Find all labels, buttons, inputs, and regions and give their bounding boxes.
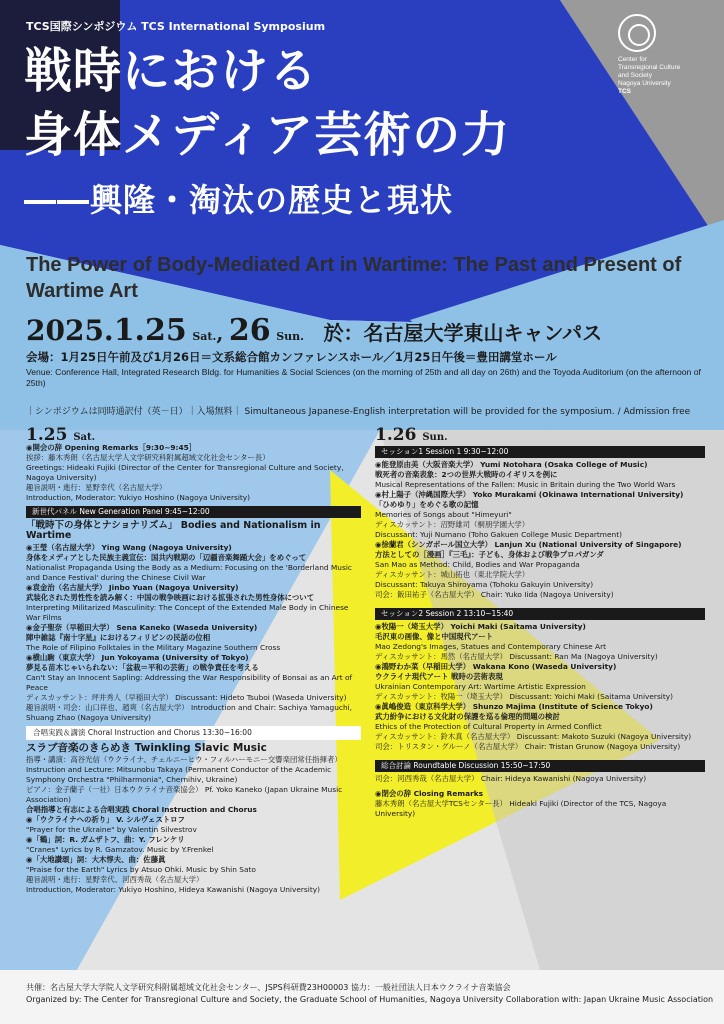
list-item: ◉金子聖奈（早稲田大学） Sena Kaneko (Waseda University)	[26, 623, 258, 632]
list-item: ディスカッサント：城山拓也（東北学院大学）	[375, 570, 530, 579]
list-item: ディスカッサント：牧陽一（埼玉大学） Discussant: Yoichi Maki (Saitama University)	[375, 692, 674, 701]
choral-title: スラブ音楽のきらめき Twinkling Slavic Music	[26, 742, 267, 754]
list-item: 「ひめゆり」をめぐる歌の記憶	[375, 500, 479, 509]
list-item: ディスカッサント：鈴木真（名古屋大学） Discussant: Makoto Suzuki (Nagoya University)	[375, 732, 692, 741]
interpretation-note: ｜シンポジウムは同時通訳付（英－日）｜入場無料｜ Simultaneous Japanese-English interpretation will be provided for the symposium. / Admission free	[26, 407, 691, 417]
list-item: Introduction, Moderator: Yukiyo Hoshino, Hideya Kawanishi (Nagoya University)	[26, 885, 320, 894]
list-item: Can't Stay an Innocent Sapling: Addressing the War Responsibility of Bonsai as an Art of Peace	[26, 673, 353, 692]
panel-title: 「戦時下の身体とナショナリズム」 Bodies and Nationalism in Wartime	[26, 520, 321, 541]
list-item: ピアノ：金子蘭子（一社）日本ウクライナ音楽協会） Pf. Yoko Kaneko (Japan Ukraine Music Association)	[26, 785, 343, 804]
list-item: The Role of Filipino Folktales in the Military Magazine Southern Cross	[26, 643, 281, 652]
title-line-2: 身体メディア芸術の力	[24, 107, 511, 163]
list-item: 司会：トリスタン・グルーノ（名古屋大学） Chair: Tristan Grunow (Nagoya University)	[375, 742, 681, 751]
list-item: 合唱指導と有志による合唱実践 Choral Instruction and Chorus	[26, 805, 257, 814]
list-item: Ethics of the Protection of Cultural Property in Armed Conflict	[375, 722, 602, 731]
list-item: ◉王瑩（名古屋大学） Ying Wang (Nagoya University)	[26, 543, 232, 552]
list-item: ◉「大地讃頌」詞：大木惇夫、曲：佐藤眞	[26, 855, 166, 864]
tcs-logo	[618, 14, 710, 96]
list-item: 陣中雑誌『南十字星』におけるフィリピンの民話の位相	[26, 633, 211, 642]
footer-jp: 共催：名古屋大学大学院人文学研究科附属超域文化社会センター、JSPS科研費23H00003 協力：一般社団法人日本ウクライナ音楽協会	[26, 983, 511, 992]
list-item: Memories of Songs about "Himeyuri"	[375, 510, 512, 519]
date-comma: ,	[216, 321, 224, 345]
title-line-1: 戦時における	[24, 43, 319, 99]
list-item: ディスカッサント：坪井秀人（早稲田大学） Discussant: Hideto Tsuboi (Waseda University)	[26, 693, 347, 702]
list-item: "Cranes" Lyrics by R. Gamzatov. Music by Y.Frenkel	[26, 845, 214, 854]
logo-line: TCS	[618, 88, 631, 95]
day-heading-right	[375, 425, 705, 445]
list-item: ◉「ウクライナへの祈り」 V. シルヴェストロフ	[26, 815, 185, 824]
list-item: Mao Zedong's Images, Statues and Contemporary Chinese Art	[375, 642, 607, 651]
list-item: ◉横山駒（東京大学） Jun Yokoyama (University of Tokyo)	[26, 653, 249, 662]
logo-line: and Society	[618, 72, 652, 79]
date-sat: Sat.	[192, 330, 217, 343]
list-item: ウクライナ現代アート 戦時の芸術表現	[375, 672, 503, 681]
list-item: 趣旨説明・司会：山口祥也、趙爽（名古屋大学） Introduction and Chair: Sachiya Yamaguchi, Shuang Zhao (Nagoya University)	[26, 703, 353, 722]
day-date: 1.26	[375, 425, 417, 445]
list-item: 挨拶：藤木秀朗（名古屋大学人文学研究科附属超域文化社会センター長）	[26, 453, 270, 462]
list-item: Nationalist Propaganda Using the Body as a Medium: Focusing on the 'Borderland Music and Dance Festival' during the Chinese Civil War	[26, 563, 352, 582]
choral-bar: 合唱実践＆講演 Choral Instruction and Chorus 13:30~16:00	[26, 726, 361, 740]
list-item: ◉閉会の辞 Closing Remarks	[375, 789, 484, 798]
logo-line: Transregional Culture	[618, 64, 681, 71]
list-item: 方法としての［漫画］『三毛』：子ども、身体および戦争プロパガンダ	[375, 550, 604, 559]
list-item: ディスカッサント：沼野雄司（桐朋学園大学）	[375, 520, 530, 529]
list-item: 司会：河西秀哉（名古屋大学） Chair: Hideya Kawanishi (Nagoya University)	[375, 774, 647, 783]
list-item: ◉徐蘭君（シンガポール国立大学） Lanjun Xu (National University of Singapore)	[375, 540, 682, 549]
logo-line: Center for	[618, 56, 647, 63]
list-item: 藤木秀朗（名古屋大学TCSセンター長） Hideaki Fujiki (Director of the TCS, Nagoya University)	[375, 799, 667, 818]
list-item: ディスカッサント：馬然（名古屋大学） Discussant: Ran Ma (Nagoya University)	[375, 652, 658, 661]
list-item: Instruction and Lecture: Mitsunobu Takaya (Permanent Conductor of the Academic Symphony Orchestra "Philharmonia", Chernihiv, Ukraine)	[26, 765, 332, 784]
left-column	[26, 425, 361, 895]
list-item: 指導・講演：高谷光信（ウクライナ、チェルニーヒウ・フィルハーモニー交響楽団常任指揮者）	[26, 755, 342, 764]
list-item: Musical Representations of the Fallen: Music in Britain during the Two World Wars	[375, 480, 676, 489]
venue	[26, 350, 706, 389]
day-date: 1.25	[26, 425, 68, 445]
date-place: 於：名古屋大学東山キャンパス	[323, 321, 603, 345]
session1-bar: セッション1 Session 1 9:30~12:00	[375, 446, 705, 458]
kicker: TCS国際シンポジウム TCS International Symposium	[26, 20, 326, 33]
list-item: ◉能登原由美（大阪音楽大学） Yumi Notohara (Osaka College of Music)	[375, 460, 648, 469]
date-day2: 26	[228, 313, 271, 348]
list-item: 武力紛争における文化財の保護を巡る倫理的問題の検討	[375, 712, 560, 721]
list-item: Discussant: Yuji Numano (Toho Gakuen College Music Department)	[375, 530, 622, 539]
list-item: Greetings: Hideaki Fujiki (Director of the Center for Transregional Culture and Society, Nagoya University)	[26, 463, 344, 482]
list-item: ◉袁金治（名古屋大学） Jinbo Yuan (Nagoya University)	[26, 583, 239, 592]
list-item: 趣旨説明・進行：星野幸代、河西秀哉（名古屋大学）	[26, 875, 204, 884]
list-item: Discussant: Takuya Shiroyama (Tohoku Gakuyin University)	[375, 580, 594, 589]
venue-jp: 会場：1月25日午前及び1月26日＝文系総合館カンファレンスホール／1月25日午後＝豊田講堂ホール	[26, 350, 557, 364]
list-item: ◉鴻野わか菜（早稲田大学） Wakana Kono (Waseda University)	[375, 662, 617, 671]
list-item: 毛沢東の画像、像と中国現代アート	[375, 632, 494, 641]
date-line	[26, 313, 602, 348]
list-item: ◉牧陽一（埼玉大学） Yoichi Maki (Saitama University)	[375, 622, 586, 631]
roundtable-bar: 総合討論 Roundtable Discussion 15:50~17:50	[375, 760, 705, 772]
list-item: "Prayer for the Ukraine" by Valentin Silvestrov	[26, 825, 197, 834]
venue-en: Venue: Conference Hall, Integrated Research Bldg. for Humanities & Social Sciences (on the morning of 25th and all day on 26th) and the Toyoda Auditorium (on the afternoon of 25th)	[26, 367, 701, 388]
list-item: ◉「鶴」詞：R. ガムザトフ、曲：Y. フレンケリ	[26, 835, 185, 844]
tcs-logo-icon	[618, 14, 656, 52]
right-column	[375, 425, 705, 819]
footer	[26, 982, 716, 1006]
title-line-3: ――興隆・淘汰の歴史と現状	[24, 181, 454, 219]
day-heading-left	[26, 425, 361, 445]
panel-bar: 新世代パネル New Generation Panel 9:45~12:00	[26, 506, 361, 518]
list-item: 夢見る苗木じゃいられない：「盆栽＝平和の芸術」の戦争責任を考える	[26, 663, 259, 672]
list-item: 司会：飯田祐子（名古屋大学） Chair: Yuko Iida (Nagoya University)	[375, 590, 614, 599]
list-item: 武装化された男性性を読み解く：中国の戦争映画における拡張された男性身体について	[26, 593, 315, 602]
date-sun: Sun.	[276, 330, 304, 343]
list-item: 戦死者の音楽表象：2つの世界大戦時のイギリスを例に	[375, 470, 558, 479]
list-item: San Mao as Method: Child, Bodies and War Propaganda	[375, 560, 580, 569]
date-year: 2025.	[26, 314, 114, 347]
list-item: 身体をメディアとした民族主義宣伝：国共内戦期の「辺疆音楽舞踊大会」をめぐって	[26, 553, 307, 562]
list-item: ◉村上陽子（沖縄国際大学） Yoko Murakami (Okinawa International University)	[375, 490, 684, 499]
title-english: The Power of Body-Mediated Art in Wartime: The Past and Present of Wartime Art	[26, 254, 682, 302]
session2-bar: セッション2 Session 2 13:10~15:40	[375, 608, 705, 620]
list-item: 趣旨説明・進行：星野幸代（名古屋大学）	[26, 483, 167, 492]
day-weekday: Sun.	[422, 432, 448, 443]
list-item: "Praise for the Earth" Lyrics by Atsuo Ohki. Music by Shin Sato	[26, 865, 256, 874]
logo-line: Nagoya University	[618, 80, 671, 87]
list-item: Ukrainian Contemporary Art: Wartime Artistic Expression	[375, 682, 586, 691]
day-weekday: Sat.	[73, 432, 96, 443]
list-item: Interpreting Militarized Masculinity: The Concept of the Extended Male Body in Chinese War Films	[26, 603, 349, 622]
list-item: ◉眞嶋俊造（東京科学大学） Shunzo Majima (Institute of Science Tokyo)	[375, 702, 653, 711]
list-item: ◉開会の辞 Opening Remarks［9:30~9:45］	[26, 443, 197, 452]
list-item: Introduction, Moderator: Yukiyo Hoshino (Nagoya University)	[26, 493, 251, 502]
date-day1: 1.25	[113, 313, 187, 348]
footer-en: Organized by: The Center for Transregional Culture and Society, the Graduate School of Humanities, Nagoya University Collaboration with: Japan Ukraine Music Association	[26, 995, 714, 1004]
tcs-logo-text	[618, 56, 710, 96]
